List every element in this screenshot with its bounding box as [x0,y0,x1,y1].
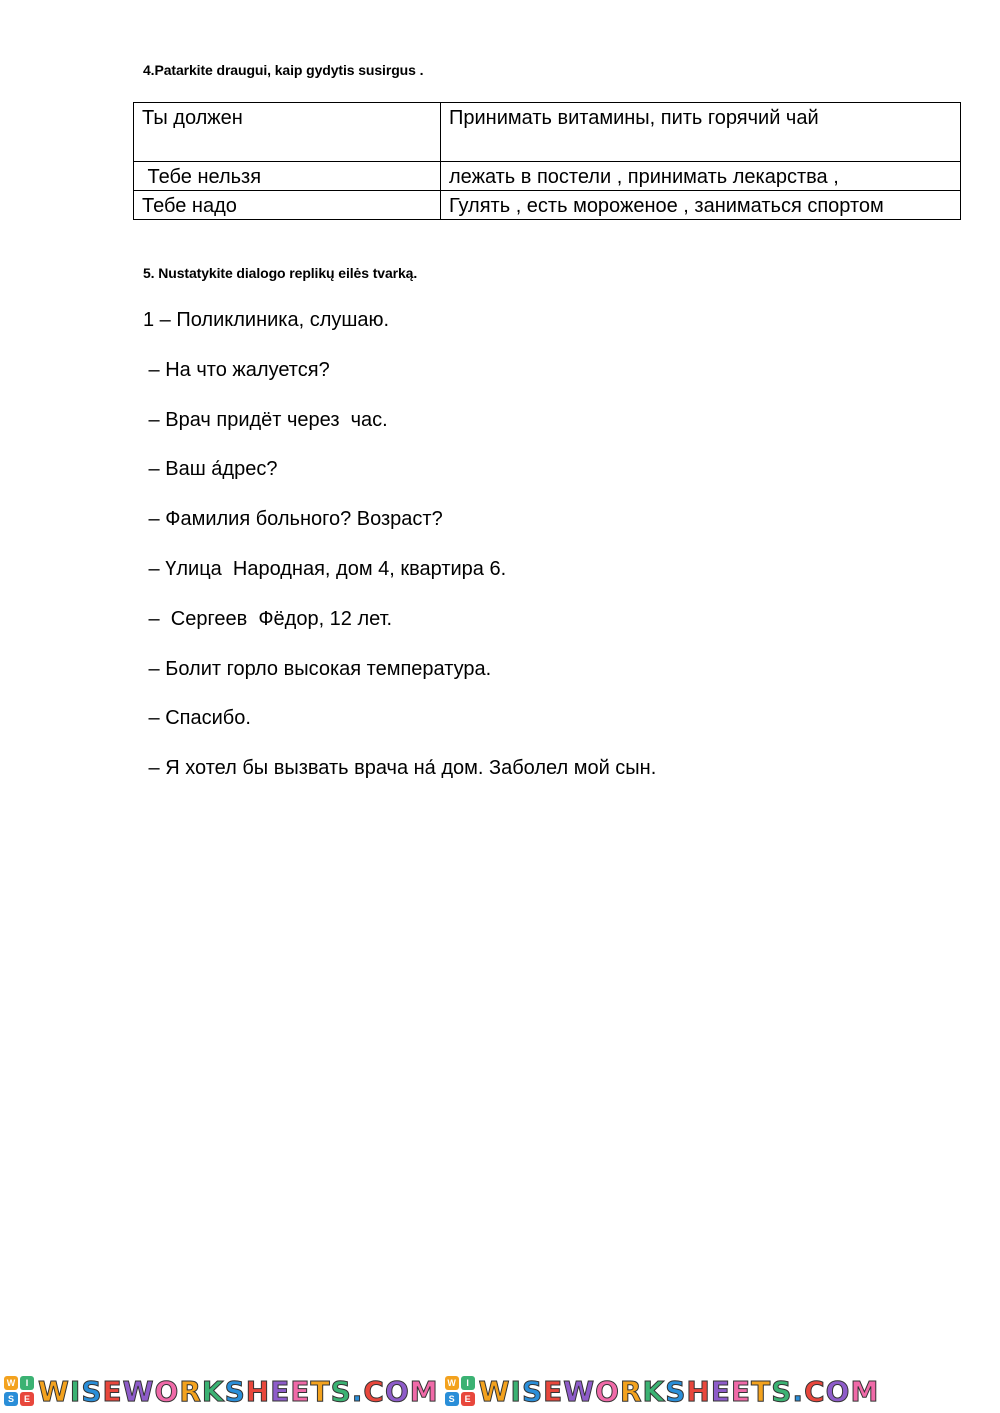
table-row [134,162,961,191]
wordmark: WISEWORKSHEETS.COM [478,1374,880,1408]
table-cell-left: Ты должен [134,103,441,162]
wordmark: WISEWORKSHEETS.COM [38,1374,439,1408]
dialog-line: – На что жалуется? [143,358,330,381]
table-row [134,191,961,220]
table-cell-left: Тебе нельзя [134,162,441,191]
task4-heading: 4.Patarkite draugui, kaip gydytis susirgus . [143,62,424,78]
logo-squares-icon: W I S E [445,1376,475,1406]
dialog-line: – Я хотел бы вызвать врача на́ дом. Заболел мой сын. [143,757,657,780]
table-cell-right: Гулять , есть мороженое , заниматься спортом [441,191,961,220]
advice-table [133,102,961,220]
dialog-line: 1 – Поликлиника, слушаю. [143,309,390,331]
table-cell-left: Тебе надо [134,191,441,220]
dialog-line: – Сергеев Фёдор, 12 лет. [143,607,393,630]
table-row [134,103,961,162]
dialog-line: – Үлица Народная, дом 4, квартира 6. [143,557,507,580]
dialog-line: – Фамилия больного? Возраст? [143,508,443,531]
wiseworksheets-logo [4,1375,439,1408]
dialog-line: – Спасибо. [143,707,251,730]
dialog-lines [143,306,656,804]
dialog-line: – Врач придёт через час. [143,408,388,431]
footer-watermark [0,1372,1000,1410]
table-cell-right: Принимать витамины, пить горячий чай [441,103,961,162]
wiseworksheets-logo [445,1375,880,1408]
logo-squares-icon: W I S E [4,1376,34,1406]
table-cell-right: лежать в постели , принимать лекарства , [441,162,961,191]
dialog-line: – Ваш а́дрес? [143,458,278,481]
dialog-line: – Болит горло высокая температура. [143,657,492,680]
task5-heading: 5. Nustatykite dialogo replikų eilės tvarką. [143,265,418,281]
